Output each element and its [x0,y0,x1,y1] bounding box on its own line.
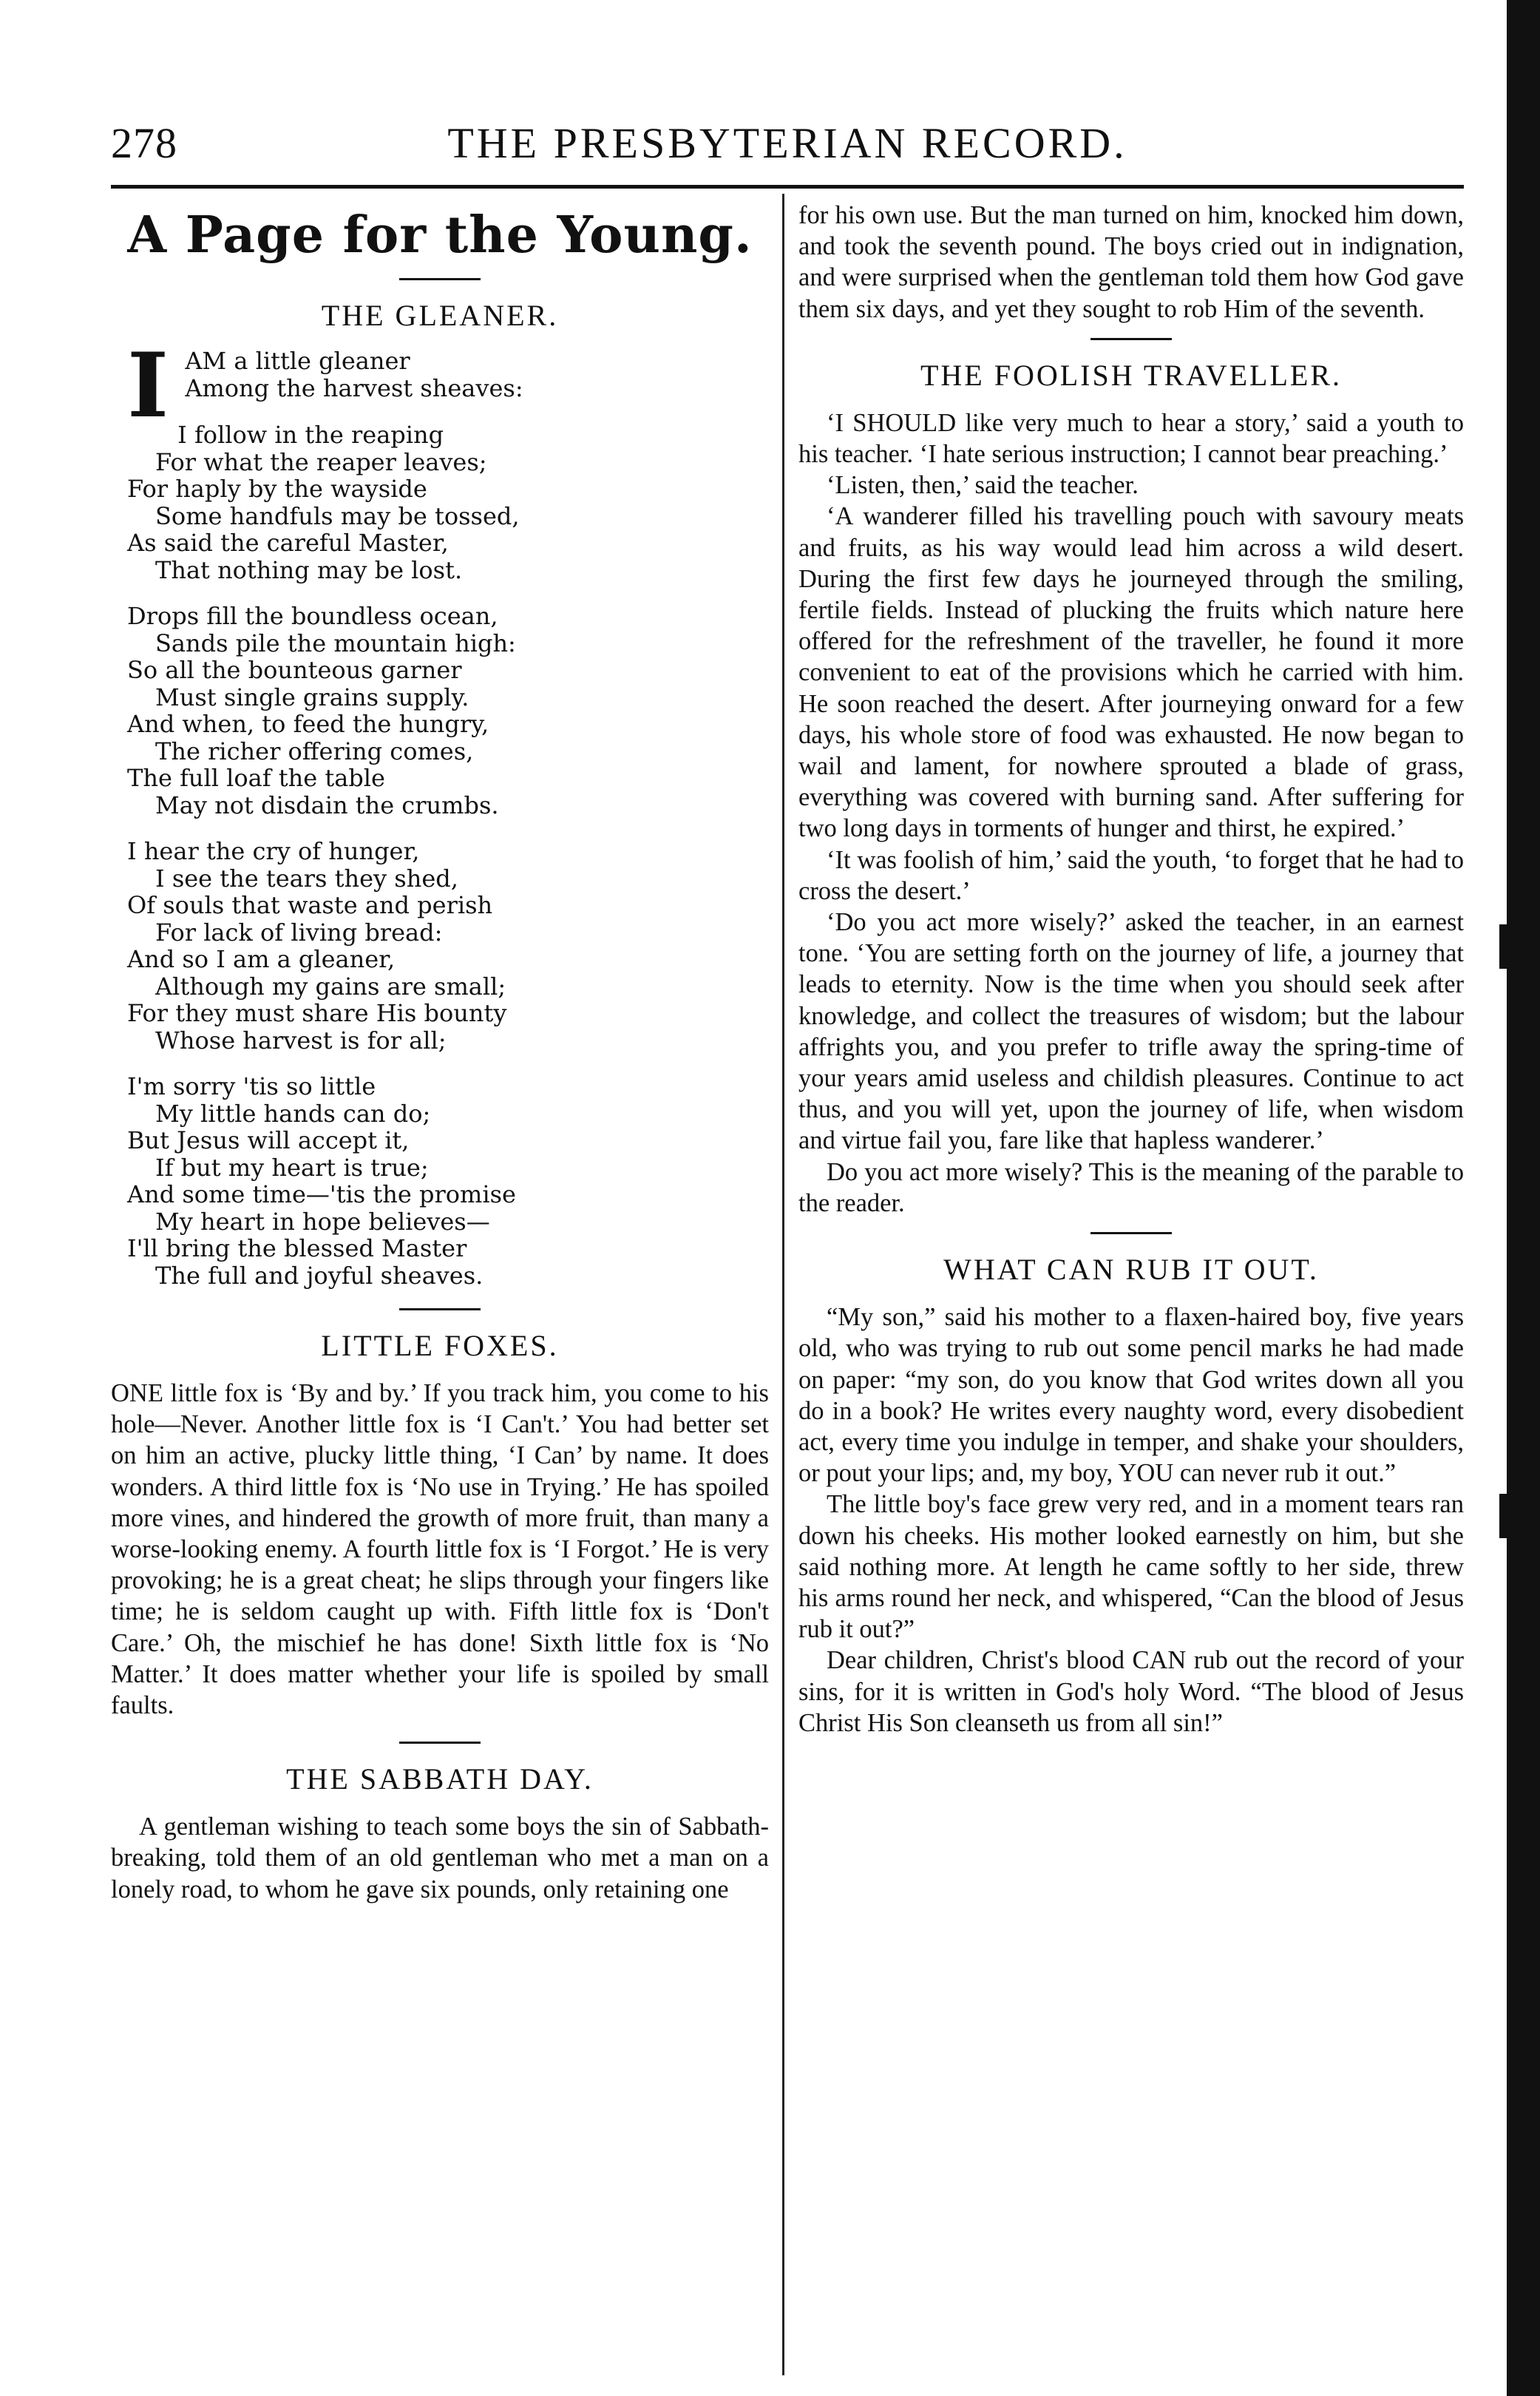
foxes-heading: LITTLE FOXES. [321,1329,559,1362]
paragraph: ‘A wanderer filled his travelling pouch with savoury meats and fruits, as his way would lead him across a wild desert. During the first few days he journeyed through the smiling, fertile fields. Instead of plucking the fruits which nature here offered for the refreshment of the traveller, he found it more convenient to eat of the provisions which he carried with him. He soon reached the desert. After journeying onward for a few days, his whole store of food was exhausted. He now began to wail and lament, for nowhere sprouted a blade of grass, everything was covered with burning sand. After suffering for two long days in torments of hunger and thirst, he expired.’ [798,502,1464,843]
rubout-heading: WHAT CAN RUB IT OUT. [943,1253,1319,1287]
poem-line: Sands pile the mountain high: [155,629,516,657]
poem-line: AM a little gleaner [177,347,410,375]
paragraph: for his own use. But the man turned on him, knocked him down, and took the seventh pound. The boys cried out in indignation, and were surprised when the gentleman told them how God gave them six days, and yet they sought to rob Him of the seventh. [798,201,1464,323]
poem-line: For what the reaper leaves; [155,447,487,476]
poem-line: Some handfuls may be tossed, [155,501,520,530]
page-edge-mark [1499,924,1510,969]
left-column [111,200,769,1905]
section-rule [1090,338,1172,340]
paragraph: Dear children, Christ's blood CAN rub out the record of your sins, for it is written in God's holy Word. “The blood of Jesus Christ His Son cleanseth us from all sin!” [798,1646,1464,1737]
gleaner-poem [127,334,769,1290]
traveller-heading: THE FOOLISH TRAVELLER. [920,358,1343,392]
poem-line: But Jesus will accept it, [127,1126,410,1154]
poem-line: If but my heart is true; [155,1153,429,1182]
gleaner-heading: THE GLEANER. [321,299,559,332]
right-column [798,200,1464,1739]
poem-line: I'll bring the blessed Master [127,1234,467,1262]
paragraph: Do you act more wisely? This is the meaning of the parable to the reader. [798,1157,1464,1217]
poem-line: As said the careful Master, [127,529,449,557]
poem-line: I see the tears they shed, [155,864,458,893]
poem-line: And so I am a gleaner, [127,945,396,973]
paragraph: “My son,” said his mother to a flaxen-haired boy, five years old, who was trying to rub out some pencil marks he had made on paper: “my son, do you know that God writes down all you do in a book? He writes every naughty word, every disobedient act, every time you indulge in temper, and shake your shoulders, or pout your lips; and, my boy, YOU can never rub it out.” [798,1303,1464,1488]
paragraph: A gentleman wishing to teach some boys the sin of Sabbath-breaking, told them of an old gentleman who met a man on a lonely road, to whom he gave six pounds, only retaining one [111,1813,769,1903]
poem-line: Must single grains supply. [155,683,469,711]
header-rule [111,185,1464,189]
poem-line: For lack of living bread: [155,918,443,947]
poem-line: The full loaf the table [127,764,385,792]
poem-stanza [127,334,769,584]
sabbath-text-left [111,1811,769,1905]
rubout-text [798,1302,1464,1739]
poem-line: Although my gains are small; [155,972,506,1001]
section-title: A Page for the Young. [127,206,753,265]
poem-stanza [127,603,769,819]
paragraph: ‘Listen, then,’ said the teacher. [827,471,1139,500]
paragraph: ‘I SHOULD like very much to hear a story,’ said a youth to his teacher. ‘I hate serious instruction; I cannot bear preaching.’ [798,408,1464,469]
poem-line: Drops fill the boundless ocean, [127,602,498,630]
poem-stanza [127,1073,769,1289]
paragraph: ONE little fox is ‘By and by.’ If you track him, you come to his hole—Never. Another little fox is ‘I Can't.’ You had better set on him an active, plucky little thing, ‘I Can’ by name. It does wonders. A third little fox is ‘No use in Trying.’ He has spoiled more vines, and hindered the growth of more fruit, than many a worse-looking enemy. A fourth little fox is ‘I Forgot.’ He is very provoking; he is a great cheat; he slips through your fingers like time; he is seldom caught up with. Fifth little fox is ‘Don't Care.’ Oh, the mischief he has done! Sixth little fox is ‘No Matter.’ It does matter whether your life is spoiled by small faults. [111,1379,769,1720]
section-rule [1090,1232,1172,1234]
poem-line: I'm sorry 'tis so little [127,1072,376,1100]
journal-title: THE PRESBYTERIAN RECORD. [447,119,1127,167]
paragraph: ‘It was foolish of him,’ said the youth, ‘to forget that he had to cross the desert.’ [798,845,1464,905]
poem-stanza [127,838,769,1054]
poem-line: And some time—'tis the promise [127,1180,516,1208]
poem-line: Whose harvest is for all; [155,1026,447,1055]
poem-line: And when, to feed the hungry, [127,710,489,738]
page-header [111,111,1464,177]
poem-line: Of souls that waste and perish [127,891,493,919]
poem-line: For haply by the wayside [127,475,427,503]
poem-line: So all the bounteous garner [127,656,462,684]
sabbath-text-right [798,200,1464,325]
title-rule [399,278,481,280]
page-edge-bar [1507,0,1540,2396]
foxes-text [111,1378,769,1721]
poem-line: I follow in the reaping [177,421,444,449]
page-edge-mark [1499,1494,1510,1538]
paragraph: ‘Do you act more wisely?’ asked the teacher, in an earnest tone. ‘You are setting forth on the journey of life, a journey that leads to eternity. Now is the time when you should seek after knowledge, and collect the treasures of wisdom; but the labour affrights you, and you prefer to trifle away the spring-time of your years amid useless and childish pleasures. Continue to act thus, and you will yet, upon the journey of life, when wisdom and virtue fail you, fare like that hapless wanderer.’ [798,908,1464,1155]
poem-line: May not disdain the crumbs. [155,791,499,819]
poem-line: For they must share His bounty [127,999,507,1027]
section-rule [399,1308,481,1310]
paragraph: The little boy's face grew very red, and in a moment tears ran down his cheeks. His mother looked earnestly on him, but she said nothing more. At length he came softly to her side, threw his arms round her neck, and whispered, “Can the blood of Jesus rub it out?” [798,1490,1464,1644]
sabbath-heading: THE SABBATH DAY. [286,1762,594,1796]
poem-line: The richer offering comes, [155,737,474,765]
page-number: 278 [111,119,177,167]
drop-cap: I [127,334,169,438]
poem-line: Among the harvest sheaves: [177,373,523,402]
poem-line: The full and joyful sheaves. [155,1261,484,1290]
poem-line: My little hands can do; [155,1099,431,1128]
section-rule [399,1742,481,1744]
poem-line: That nothing may be lost. [155,555,463,584]
poem-line: My heart in hope believes— [155,1207,490,1236]
traveller-text [798,407,1464,1219]
column-divider [782,194,784,2375]
poem-line: I hear the cry of hunger, [127,837,420,865]
